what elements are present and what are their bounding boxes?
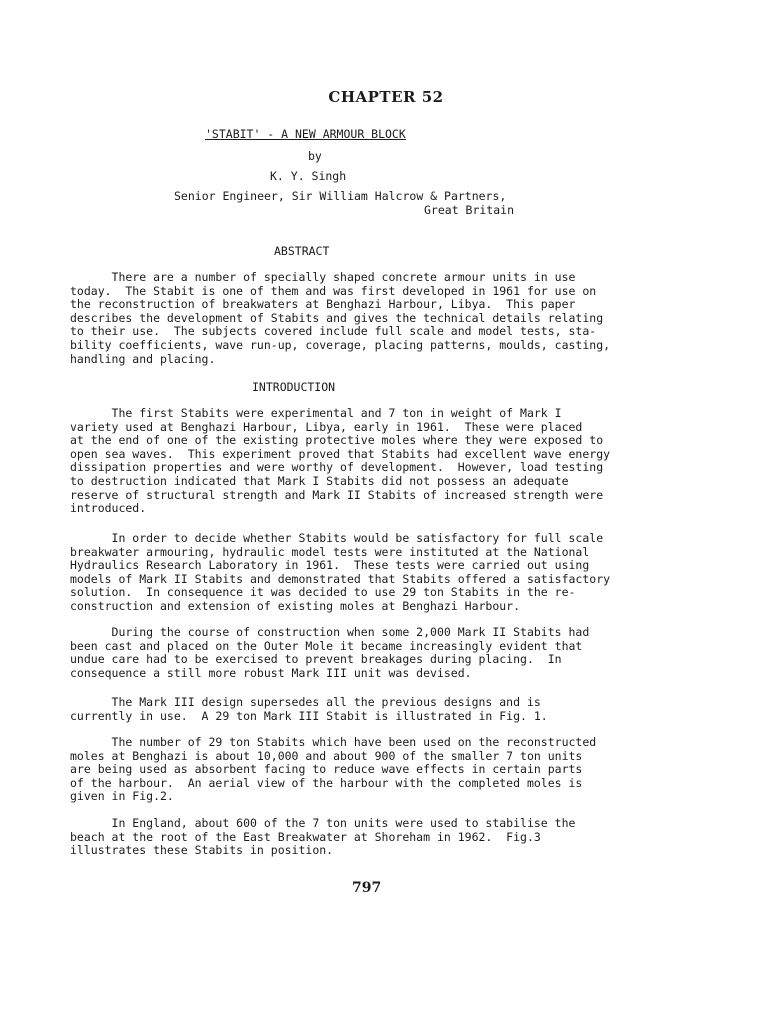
paper-title: 'STABIT' - A NEW ARMOUR BLOCK <box>205 127 406 141</box>
abstract-heading: ABSTRACT <box>274 244 330 258</box>
author-affiliation-line1: Senior Engineer, Sir William Halcrow & Partners, <box>174 189 507 203</box>
intro-paragraph-5: The number of 29 ton Stabits which have been used on the reconstructed moles at Benghazi is about 10,000 and about 900 of the smaller 7 ton units are being used as absorbent facing to reduce wave effects in certain parts of the harbour. An aerial view of the harbour with the completed moles is given in Fig.2. <box>70 735 597 804</box>
page-number: 797 <box>352 880 382 896</box>
author-affiliation-line2: Great Britain <box>424 203 515 217</box>
intro-paragraph-4: The Mark III design supersedes all the previous designs and is currently in use. A 29 ton Mark III Stabit is illustrated in Fig. 1. <box>70 695 548 723</box>
author-name: K. Y. Singh <box>270 169 347 183</box>
intro-paragraph-3: During the course of construction when some 2,000 Mark II Stabits had been cast and placed on the Outer Mole it became increasingly evident that undue care had to be exercised to prevent breakages during placing. In consequence a still more robust Mark III unit was devised. <box>70 625 590 680</box>
intro-paragraph-2: In order to decide whether Stabits would be satisfactory for full scale breakwater armouring, hydraulic model tests were instituted at the National Hydraulics Research Laboratory in 1961. These tests were carried out using models of Mark II Stabits and demonstrated that Stabits offered a satisfactory solution. In consequence it was decided to use 29 ton Stabits in the re- construction and extension of existing moles at Benghazi Harbour. <box>70 531 611 613</box>
byline-by: by <box>308 149 322 163</box>
intro-paragraph-6: In England, about 600 of the 7 ton units were used to stabilise the beach at the root of the East Breakwater at Shoreham in 1962. Fig.3 illustrates these Stabits in position. <box>70 816 576 858</box>
abstract-paragraph: There are a number of specially shaped concrete armour units in use today. The Stabit is one of them and was first developed in 1961 for use on the reconstruction of breakwaters at Benghazi Harbour, Libya. This paper describes the development of Stabits and gives the technical details relating to their use. The subjects covered include full scale and model tests, sta- bility coefficients, wave run-up, coverage, placing patterns, moulds, casting, handling and placing. <box>70 270 611 366</box>
intro-paragraph-1: The first Stabits were experimental and 7 ton in weight of Mark I variety used at Benghazi Harbour, Libya, early in 1961. These were placed at the end of one of the existing protective moles where they were exposed to open sea waves. This experiment proved that Stabits had excellent wave energy dissipation properties and were worthy of development. However, load testing to destruction indicated that Mark I Stabits did not possess an adequate reserve of structural strength and Mark II Stabits of increased strength were introduced. <box>70 406 611 516</box>
introduction-heading: INTRODUCTION <box>252 380 336 394</box>
chapter-heading: CHAPTER 52 <box>328 88 444 106</box>
